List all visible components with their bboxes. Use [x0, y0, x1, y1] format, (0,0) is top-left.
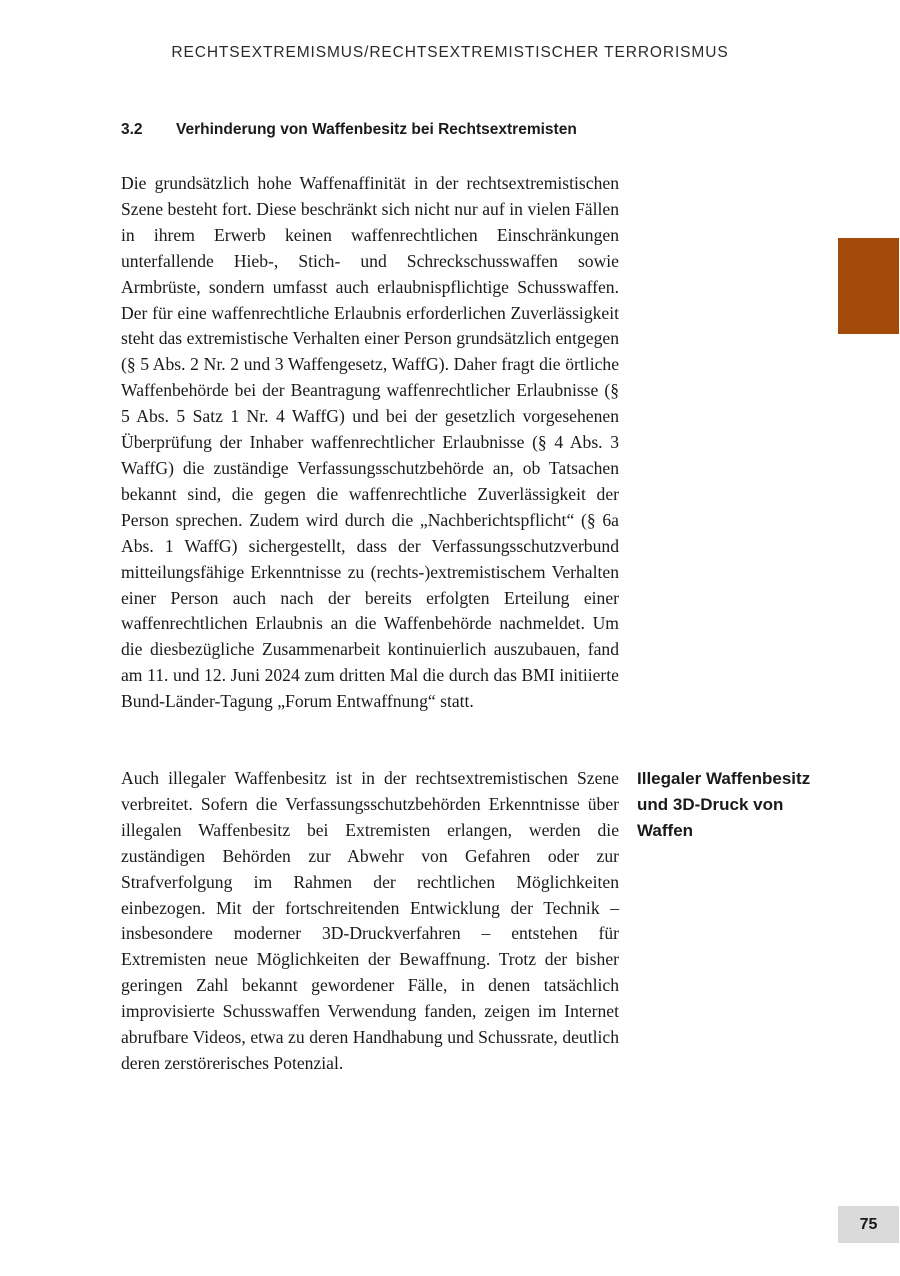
chapter-tab-marker: [838, 238, 899, 334]
margin-heading: Illegaler Waffenbesitz und 3D-Druck von Waffen: [637, 769, 811, 840]
body-paragraph-weapon-affinity: Die grundsätzlich hohe Waffenaffinität in der rechtsextremistischen Szene besteht fort. Diese beschränkt sich nicht nur auf in vielen Fällen in ihrem Erwerb keinen waffenrechtlichen Einschränkungen unterfallende Hieb-, Stich- und Schreckschusswaffen sowie Armbrüste, sondern umfasst auch erlaubnispflichtige Schusswaffen. Der für eine waffenrechtliche Erlaubnis erforderlichen Zuverlässigkeit steht das extremistische Verhalten einer Person grundsätzlich entgegen (§ 5 Abs. 2 Nr. 2 und 3 Waffengesetz, WaffG). Daher fragt die örtliche Waffenbehörde bei der Beantragung waffenrechtlicher Erlaubnisse (§ 5 Abs. 5 Satz 1 Nr. 4 WaffG) und bei der gesetzlich vorgesehenen Überprüfung der Inhaber waffenrechtlicher Erlaubnisse (§ 4 Abs. 3 WaffG) die zuständige Verfassungsschutzbehörde an, ob Tatsachen bekannt sind, die gegen die waffenrechtliche Zuverlässigkeit der Person sprechen. Zudem wird durch die „Nachberichtspflicht“ (§ 6a Abs. 1 WaffG) sichergestellt, dass der Verfassungsschutzverbund mitteilungsfähige Erkenntnisse zu (rechts-)extremistischem Verhalten einer Person auch nach der bereits erfolgten Erteilung einer waffenrechtlichen Erlaubnis an die Waffenbehörde nachmeldet. Um die diesbezügliche Zusammenarbeit kontinuierlich auszubauen, fand am 11. und 12. Juni 2024 zum dritten Mal die durch das BMI initiierte Bund-Länder-Tagung „Forum Entwaffnung“ statt.: [121, 173, 619, 712]
section-heading: [121, 121, 577, 139]
section-number: 3.2: [121, 121, 143, 138]
page-number: 75: [838, 1206, 899, 1243]
running-header: RECHTSEXTREMISMUS/RECHTSEXTREMISTISCHER TERRORISMUS: [171, 44, 729, 61]
section-title: Verhinderung von Waffenbesitz bei Rechtsextremisten: [176, 121, 577, 138]
body-paragraph-illegal-weapons: Auch illegaler Waffenbesitz ist in der rechtsextremistischen Szene verbreitet. Sofern die Verfassungsschutzbehörden Erkenntnisse über illegalen Waffenbesitz bei Extremisten erlangen, werden die zuständigen Behörden zur Abwehr von Gefahren oder zur Strafverfolgung im Rahmen der rechtlichen Möglichkeiten einbezogen. Mit der fortschreitenden Entwicklung der Technik – insbesondere moderner 3D-Druckverfahren – entstehen für Extremisten neue Möglichkeiten der Bewaffnung. Trotz der bisher geringen Zahl bekannt gewordener Fälle, in denen tatsächlich improvisierte Schusswaffen Verwendung fanden, zeigen im Internet abrufbare Videos, etwa zu deren Handhabung und Schussrate, deutlich deren zerstörerisches Potenzial.: [121, 768, 619, 1073]
